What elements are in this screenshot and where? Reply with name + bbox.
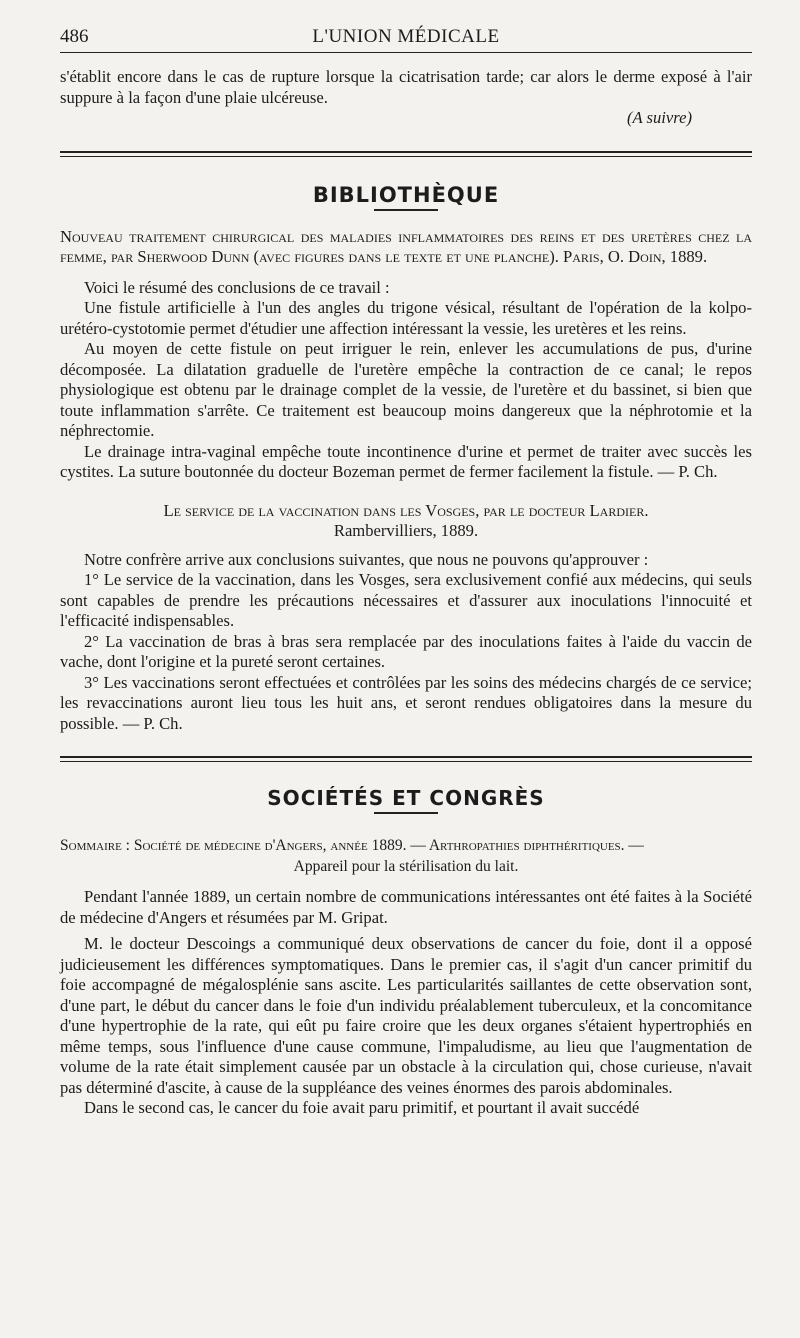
body-paragraph: Dans le second cas, le cancer du foie avait paru primitif, et pourtant il avait succédé xyxy=(84,1098,640,1117)
page-number: 486 xyxy=(60,26,89,47)
review-body xyxy=(60,550,752,735)
body-paragraph: M. le docteur Descoings a communiqué deux observations de cancer du foie, dont il a opposé judicieusement les différences symptomatiques. Dans le premier cas, il s'agit d'un cancer primitif du foie accompagné de mégalosplénie sans ascite. Les particularités saillantes de cette observation sont, d'une part, le début du cancer dans le foie d'un individu préalablement tuberculeux, et la concomitance d'une hypertrophie de la rate, qui eût pu faire croire que les deux organes s'étaient hypertrophiés en même temps, sous l'influence d'une cause commune, l'impaludisme, au lieu que l'augmentation de volume de la rate était simplement causée par un obstacle à la circulation qui, chose curieuse, n'avait pas déterminé d'ascite, à cause de la suppléance des veines énormes des parois abdominales. xyxy=(60,934,752,1097)
conclusion-item: 3° Les vaccinations seront effectuées et contrôlées par les soins des médecins chargés de ce service; les revaccinations auront lieu tous les huit ans, et seront rendues obligatoires dans la mesure du possible. — P. Ch. xyxy=(60,672,752,733)
review-paragraph: Notre confrère arrive aux conclusions suivantes, que nous ne pouvons qu'approuver : xyxy=(84,549,649,569)
body-paragraph: Pendant l'année 1889, un certain nombre de communications intéressantes ont été faites à la Société de médecine d'Angers et résumées par M. Gripat. xyxy=(60,887,752,927)
review-paragraph: Voici le résumé des conclusions de ce travail : xyxy=(84,277,390,297)
continuation-text: s'établit encore dans le cas de rupture lorsque la cicatrisation tarde; car alors le derme exposé à l'air suppure à la façon d'une plaie ulcéreuse. xyxy=(60,67,752,107)
sommaire: Sommaire : Société de médecine d'Angers, année 1889. — Arthropathies diphthéritiques. — xyxy=(60,837,644,854)
header-rule xyxy=(60,52,752,53)
review-paragraph: Une fistule artificielle à l'un des angles du trigone vésical, résultant de l'opération de la kolpo-urétéro-cystotomie permet d'étudier une affection intéressant la vessie, les uretères et les reins. xyxy=(60,298,752,338)
section-divider xyxy=(60,151,752,157)
societes-body xyxy=(60,887,752,1119)
sommaire-continued: Appareil pour la stérilisation du lait. xyxy=(293,857,519,875)
review-body xyxy=(60,278,752,483)
a-suivre: (A suivre) xyxy=(627,108,692,127)
journal-title: L'UNION MÉDICALE xyxy=(312,26,500,47)
section-title-societes: SOCIÉTÉS ET CONGRÈS xyxy=(267,786,545,810)
section-divider xyxy=(60,756,752,762)
conclusion-item: 2° La vaccination de bras à bras sera remplacée par des inoculations faites à l'aide du vaccin de vache, dont l'origine et la pureté seront certaines. xyxy=(60,631,752,671)
title-rule xyxy=(374,812,438,814)
conclusion-item: 1° Le service de la vaccination, dans les Vosges, sera exclusivement confié aux médecins, qui seuls sont capables de prendre les précautions nécessaires et d'assurer aux inoculations l'innocuité et l'efficacité indispensables. xyxy=(60,570,752,630)
review-reference: Nouveau traitement chirurgical des maladies inflammatoires des reins et des uretères chez la femme, par Sherwood Dunn (avec figures dans le texte et une planche). Paris, O. Doin, 1889. xyxy=(60,226,752,266)
running-head xyxy=(60,22,752,52)
review-paragraph: Le drainage intra-vaginal empêche toute incontinence d'urine et permet de traiter avec succès les cystites. La suture boutonnée du docteur Bozeman permet de fermer facilement la fistule. — P. Ch. xyxy=(60,441,752,481)
review-paragraph: Au moyen de cette fistule on peut irriguer le rein, enlever les accumulations de pus, d'urine décomposée. La dilatation graduelle de l'uretère empêche la contraction de ce canal; le repos physiologique est obtenu par le drainage complet de la vessie, de l'uretère et du bassinet, si bien que toute inflammation s'arrête. Ce traitement est beaucoup moins dangereux que la néphrotomie et la néphrectomie. xyxy=(60,339,752,440)
title-rule xyxy=(374,209,438,211)
review-reference-place: Rambervilliers, 1889. xyxy=(333,521,479,540)
section-title-bibliotheque: BIBLIOTHÈQUE xyxy=(312,182,500,207)
review-reference: Le service de la vaccination dans les Vosges, par le docteur Lardier. xyxy=(163,500,649,520)
